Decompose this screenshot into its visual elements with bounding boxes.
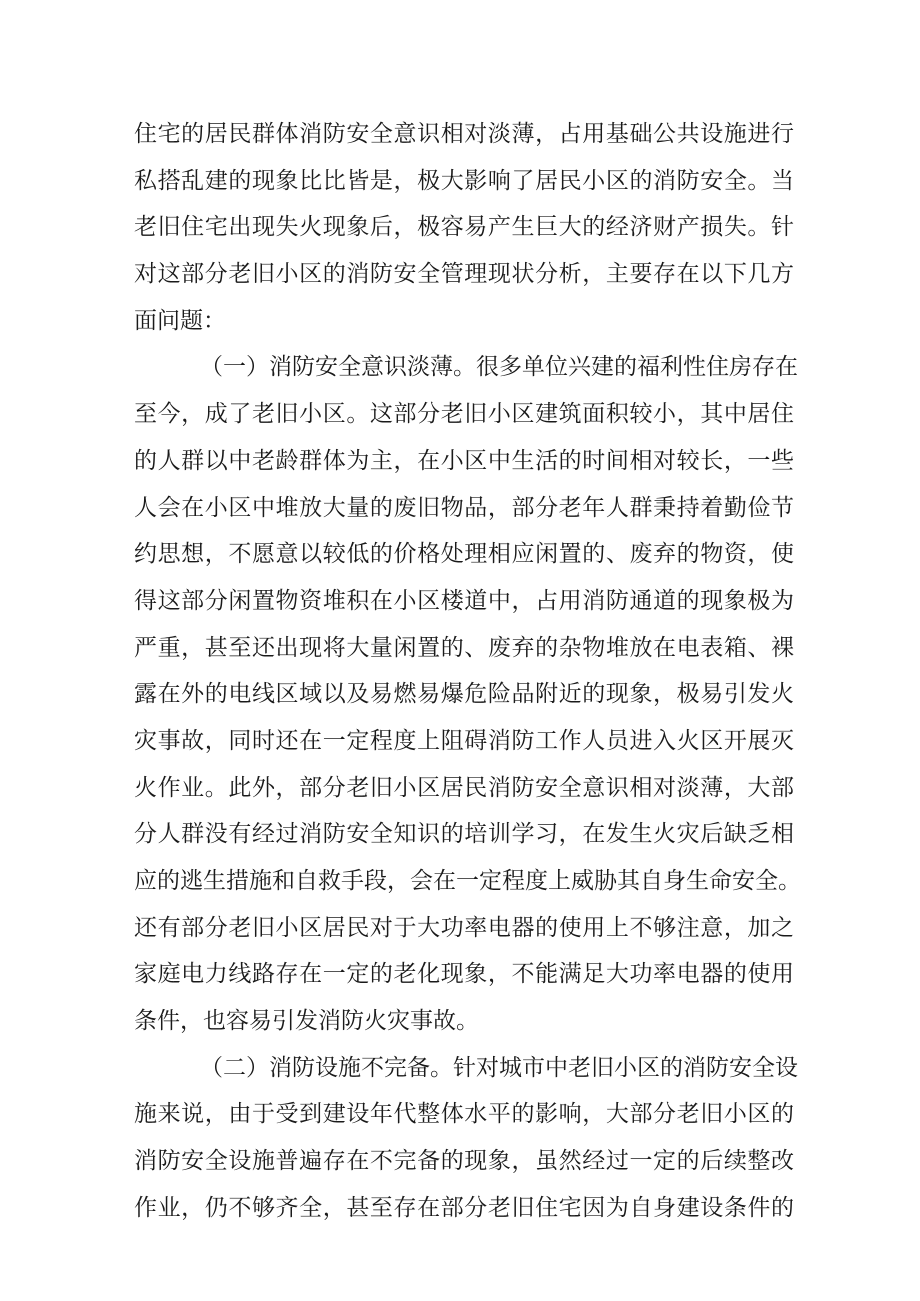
text-line: 老旧住宅出现失火现象后，极容易产生巨大的经济财产损失。针 — [134, 214, 794, 241]
text-line: 人会在小区中堆放大量的废旧物品，部分老年人群秉持着勤俭节 — [134, 494, 794, 521]
text-line: 露在外的电线区域以及易燃易爆危险品附近的现象，极易引发火 — [134, 681, 794, 708]
text-line: 面问题： — [134, 307, 226, 334]
text-line: 家庭电力线路存在一定的老化现象，不能满足大功率电器的使用 — [134, 961, 794, 988]
paragraph-intro — [134, 111, 794, 344]
text-line: 至今，成了老旧小区。这部分老旧小区建筑面积较小，其中居住 — [134, 401, 794, 428]
text-line: 作业，仍不够齐全，甚至存在部分老旧住宅因为自身建设条件的 — [134, 1194, 794, 1221]
section-heading-line: （一）消防安全意识淡薄。很多单位兴建的福利性住房存在 — [200, 354, 798, 381]
text-line: 条件，也容易引发消防火灾事故。 — [134, 1008, 479, 1035]
text-line: 私搭乱建的现象比比皆是，极大影响了居民小区的消防安全。当 — [134, 167, 794, 194]
text-line: 住宅的居民群体消防安全意识相对淡薄，占用基础公共设施进行 — [134, 121, 794, 147]
paragraph-section-1 — [134, 344, 801, 1044]
text-line: 施来说，由于受到建设年代整体水平的影响，大部分老旧小区的 — [134, 1101, 794, 1128]
text-line: 约思想，不愿意以较低的价格处理相应闲置的、废弃的物资，使 — [134, 541, 794, 568]
text-line: 分人群没有经过消防安全知识的培训学习，在发生火灾后缺乏相 — [134, 821, 794, 848]
text-line: 还有部分老旧小区居民对于大功率电器的使用上不够注意，加之 — [134, 914, 794, 941]
text-line: 的人群以中老龄群体为主，在小区中生活的时间相对较长，一些 — [134, 447, 794, 474]
text-line: 严重，甚至还出现将大量闲置的、废弃的杂物堆放在电表箱、裸 — [134, 634, 794, 661]
text-line: 火作业。此外，部分老旧小区居民消防安全意识相对淡薄，大部 — [134, 774, 794, 801]
section-heading-line: （二）消防设施不完备。针对城市中老旧小区的消防安全设 — [200, 1054, 798, 1081]
text-line: 得这部分闲置物资堆积在小区楼道中，占用消防通道的现象极为 — [134, 587, 794, 614]
text-line: 对这部分老旧小区的消防安全管理现状分析，主要存在以下几方 — [134, 261, 794, 288]
body-text — [134, 111, 801, 1232]
text-line: 消防安全设施普遍存在不完备的现象，虽然经过一定的后续整改 — [134, 1148, 794, 1175]
text-line: 应的逃生措施和自救手段，会在一定程度上威胁其自身生命安全。 — [134, 868, 801, 894]
paragraph-section-2 — [134, 1045, 798, 1232]
text-line: 灾事故，同时还在一定程度上阻碍消防工作人员进入火区开展灭 — [134, 727, 794, 754]
